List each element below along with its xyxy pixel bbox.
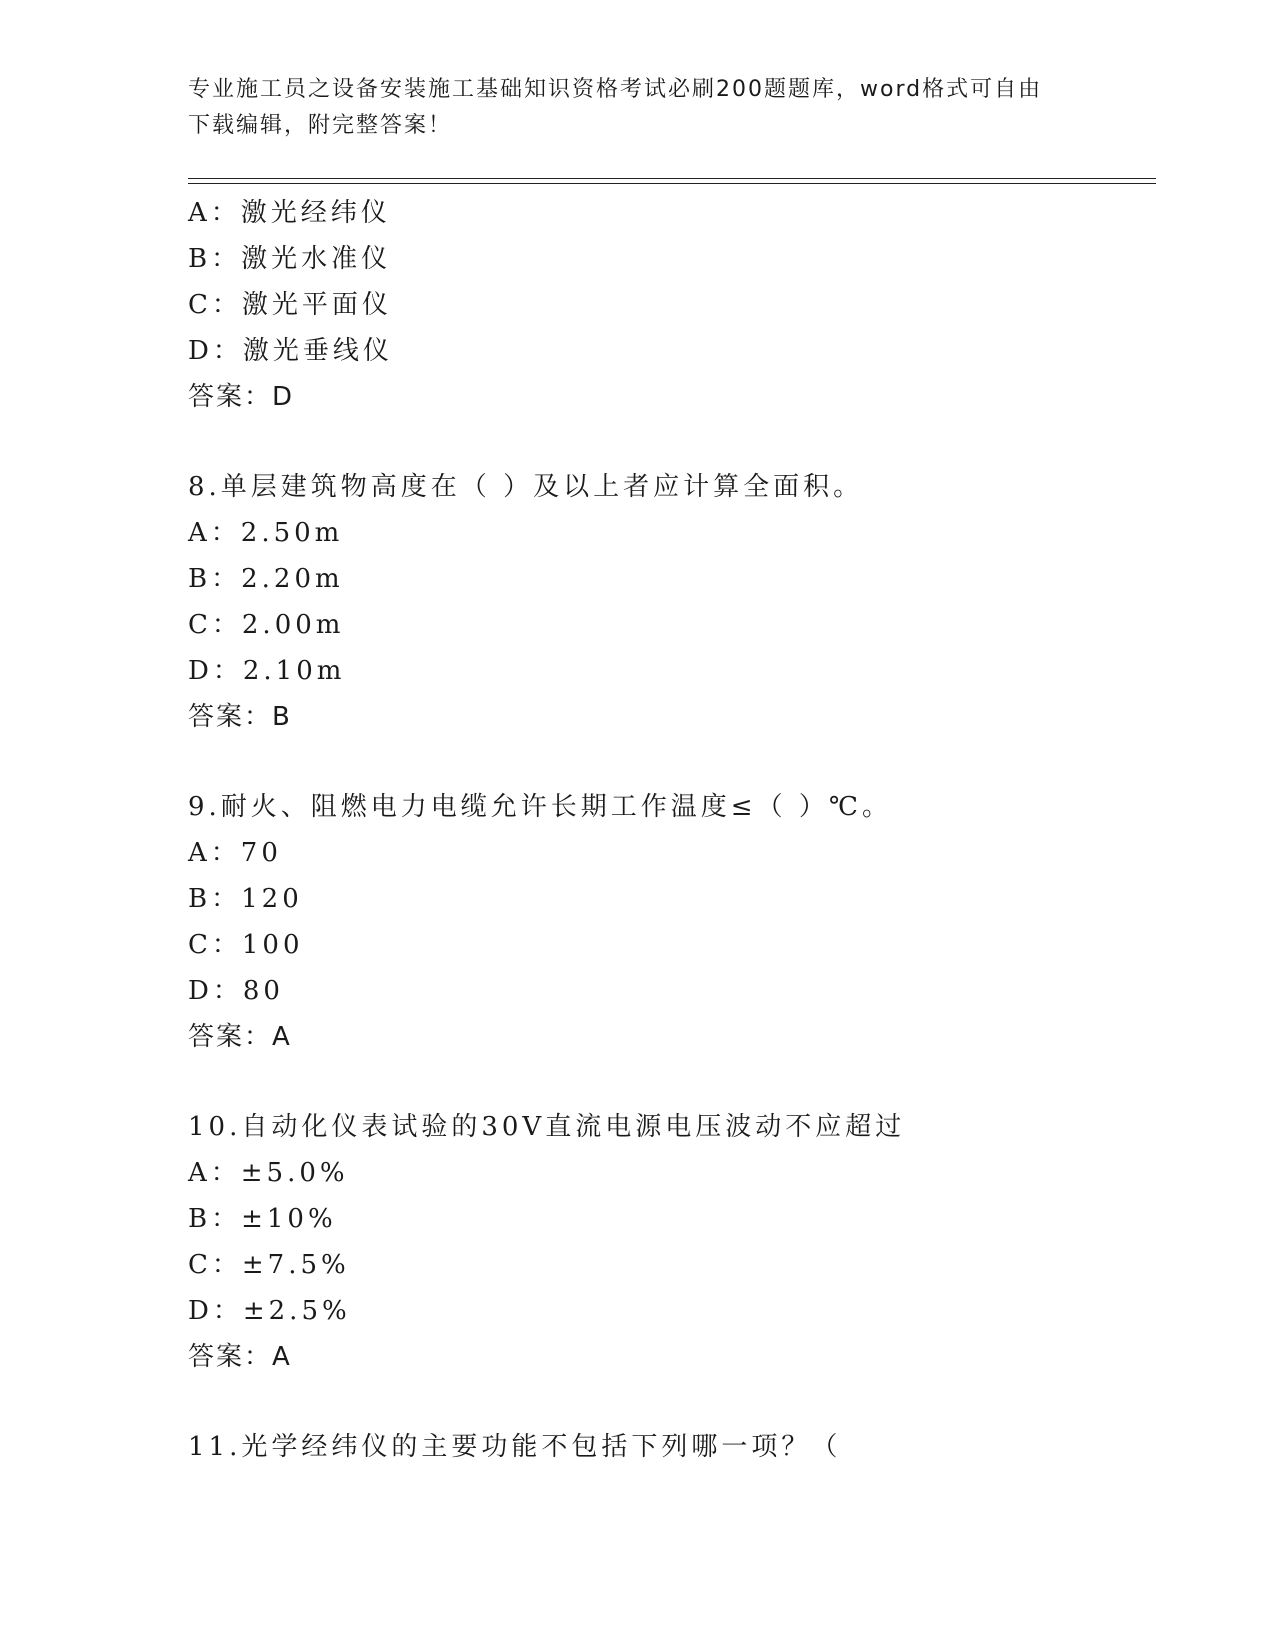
option-a: A：±5.0% bbox=[188, 1158, 349, 1188]
option-d: D：±2.5% bbox=[188, 1296, 351, 1326]
document-header bbox=[188, 72, 1068, 144]
header-line-2: 下载编辑，附完整答案！ bbox=[188, 113, 453, 138]
header-divider-bottom bbox=[188, 183, 1156, 184]
question-8 bbox=[188, 464, 1156, 740]
option-b: B：2.20m bbox=[188, 564, 344, 594]
header-divider-top bbox=[188, 178, 1156, 179]
option-a: A：激光经纬仪 bbox=[188, 198, 391, 228]
answer-line: 答案：A bbox=[188, 1342, 292, 1372]
option-a: A：70 bbox=[188, 838, 282, 868]
question-title: 10.自动化仪表试验的30V直流电源电压波动不应超过 bbox=[188, 1112, 906, 1142]
answer-line: 答案：D bbox=[188, 382, 295, 412]
answer-line: 答案：A bbox=[188, 1022, 292, 1052]
question-11 bbox=[188, 1424, 1156, 1470]
option-b: B：激光水准仪 bbox=[188, 244, 392, 274]
option-d: D：2.10m bbox=[188, 656, 346, 686]
option-d: D：激光垂线仪 bbox=[188, 336, 393, 366]
option-a: A：2.50m bbox=[188, 518, 344, 548]
question-7 bbox=[188, 190, 1156, 420]
question-list bbox=[188, 190, 1156, 1470]
option-c: C：激光平面仪 bbox=[188, 290, 392, 320]
question-9 bbox=[188, 784, 1156, 1060]
answer-line: 答案：B bbox=[188, 702, 292, 732]
question-10 bbox=[188, 1104, 1156, 1380]
question-title: 11.光学经纬仪的主要功能不包括下列哪一项？（ bbox=[188, 1432, 842, 1462]
option-b: B：120 bbox=[188, 884, 303, 914]
option-c: C：100 bbox=[188, 930, 304, 960]
option-b: B：±10% bbox=[188, 1204, 337, 1234]
option-d: D：80 bbox=[188, 976, 284, 1006]
question-title: 8.单层建筑物高度在（ ）及以上者应计算全面积。 bbox=[188, 472, 864, 502]
option-c: C：2.00m bbox=[188, 610, 345, 640]
header-line-1: 专业施工员之设备安装施工基础知识资格考试必刷200题题库，word格式可自由 bbox=[188, 77, 1043, 102]
question-title: 9.耐火、阻燃电力电缆允许长期工作温度≤（ ）℃。 bbox=[188, 792, 892, 822]
option-c: C：±7.5% bbox=[188, 1250, 350, 1280]
